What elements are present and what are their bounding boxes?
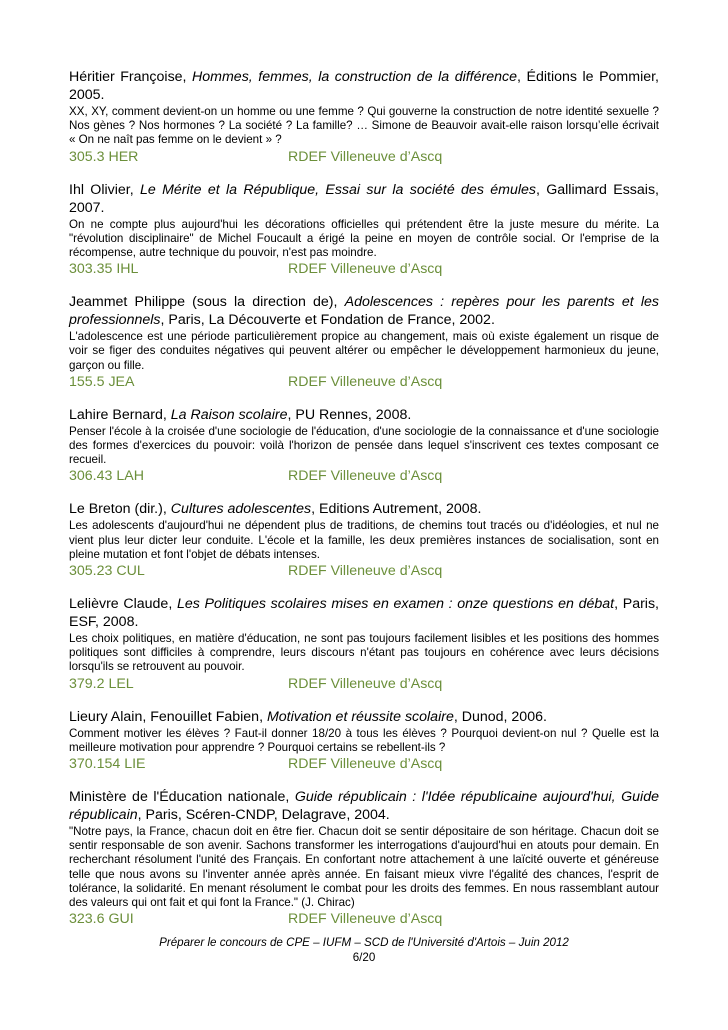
entry-author: Lahire Bernard,	[69, 406, 171, 423]
bibliography-entry	[69, 68, 659, 166]
entry-title: Les Politiques scolaires mises en examen : onze questions en débat	[176, 596, 615, 613]
entry-holdings	[69, 910, 659, 928]
call-number: 303.35 IHL	[69, 261, 139, 278]
entry-description: XX, XY, comment devient-on un homme ou une femme ? Qui gouverne la construction de notre identité sexuelle ? Nos gènes ? Nos hormones ? La société ? La famille? … Simone de Beauvoir avait-elle raison lorsqu’elle écrivait « On ne naît pas femme on le devient » ?	[69, 105, 659, 147]
entry-holdings	[69, 755, 659, 773]
entry-author: Lieury Alain, Fenouillet Fabien,	[69, 708, 267, 725]
bibliography-entry	[69, 500, 659, 580]
entry-title: Guide républicain : l'Idée républicaine aujourd'hui, Guide républicain	[69, 789, 659, 824]
entry-publisher: , Paris, ESF, 2008.	[69, 596, 659, 631]
bibliography-entry	[69, 788, 659, 928]
entry-publisher: , Dunod, 2006.	[453, 708, 547, 725]
library-location: RDEF Villeneuve d’Ascq	[288, 148, 443, 165]
entry-citation	[69, 708, 659, 726]
bibliography-entry	[69, 595, 659, 693]
entry-author: Le Breton (dir.),	[69, 501, 171, 518]
entry-citation	[69, 500, 659, 518]
entry-holdings	[69, 260, 659, 278]
entry-citation	[69, 788, 659, 824]
call-number: 305.3 HER	[69, 148, 139, 165]
page-footer	[69, 935, 659, 965]
entry-publisher: , Paris, Scéren-CNDP, Delagrave, 2004.	[137, 807, 390, 824]
entry-author: Héritier Françoise,	[69, 69, 193, 85]
entry-publisher: , Paris, La Découverte et Fondation de France, 2002.	[160, 312, 495, 329]
entry-description: On ne compte plus aujourd'hui les décorations officielles qui prétendent être la juste mesure du mérite. La "révolution disciplinaire" de Michel Foucault a érigé la peine en moyen de contrôle social. Or l'emprise de la récompense, autre technique du pouvoir, n'est pas moindre.	[69, 217, 659, 260]
library-location: RDEF Villeneuve d’Ascq	[288, 261, 443, 278]
entry-citation	[69, 406, 659, 424]
entry-citation	[69, 595, 659, 631]
entry-title: Le Mérite et la République, Essai sur la société des émules	[139, 181, 536, 198]
library-location: RDEF Villeneuve d’Ascq	[288, 373, 443, 390]
call-number: 379.2 LEL	[69, 675, 134, 692]
entry-description: Les adolescents d'aujourd'hui ne dépendent plus de traditions, de chemins tout tracés ou d'idéologies, et nul ne vient plus leur dicter leur conduite. L'école et la famille, les deux premières instances de socialisation, sont en pleine mutation et font l'objet de débats intenses.	[69, 519, 659, 561]
entry-citation	[69, 68, 659, 104]
library-location: RDEF Villeneuve d’Ascq	[288, 563, 443, 580]
entry-citation	[69, 181, 659, 217]
call-number: 323.6 GUI	[69, 911, 134, 928]
library-location: RDEF Villeneuve d’Ascq	[288, 675, 443, 692]
entry-author: Jeammet Philippe (sous la direction de),	[69, 294, 345, 311]
entry-author: Ministère de l'Éducation nationale,	[69, 789, 295, 806]
entry-description: L'adolescence est une période particulièrement propice au changement, mais où existe également un risque de voir se figer des conduites négatives qui peuvent altérer ou empêcher le développement harmonieux du jeune, garçon ou fille.	[69, 330, 659, 372]
entry-description: Penser l'école à la croisée d'une sociologie de l'éducation, d'une sociologie de la connaissance et d'une sociologie des formes d'exercices du pouvoir: voilà l'horizon de pensée dans lequel s'inscrivent ces textes composant ce recueil.	[69, 424, 659, 467]
bibliography-entry	[69, 406, 659, 486]
entry-author: Lelièvre Claude,	[69, 596, 177, 613]
call-number: 305.23 CUL	[69, 563, 145, 580]
entry-holdings	[69, 562, 659, 580]
entry-citation	[69, 293, 659, 329]
entry-publisher: , PU Rennes, 2008.	[287, 406, 412, 423]
bibliography-entry	[69, 181, 659, 279]
page-number: 6/20	[352, 951, 376, 964]
call-number: 306.43 LAH	[69, 468, 144, 485]
entry-publisher: , Editions Autrement, 2008.	[311, 501, 482, 518]
call-number: 155.5 JEA	[69, 373, 135, 390]
entry-holdings	[69, 675, 659, 693]
entry-description: Les choix politiques, en matière d'éducation, ne sont pas toujours facilement lisibles et les positions des hommes politiques sont difficiles à comprendre, leurs discours n'étant pas toujours en cohérence avec leurs décisions lorsqu'ils se retrouvent au pouvoir.	[69, 632, 659, 674]
entry-holdings	[69, 467, 659, 485]
bibliography-page	[69, 68, 659, 943]
entry-description: "Notre pays, la France, chacun doit en être fier. Chacun doit se sentir dépositaire de son héritage. Chacun doit se sentir responsable de son avenir. Sachons transformer les interrogations d'aujourd'hui en atouts pour demain. En recherchant résolument l'unité des Français. En confortant notre attachement à une laïcité ouverte et généreuse telle que nous avons su l'inventer année après année. En faisant mieux vivre l'égalité des chances, l'esprit de tolérance, la solidarité. En menant résolument le combat pour les droits des femmes. En nous rassemblant autour des valeurs qui ont fait et qui font la France." (J. Chirac)	[69, 825, 659, 910]
footer-title: Préparer le concours de CPE – IUFM – SCD de l'Université d'Artois – Juin 2012	[159, 936, 569, 949]
entry-author: Ihl Olivier,	[69, 181, 140, 198]
entry-holdings	[69, 148, 659, 166]
library-location: RDEF Villeneuve d’Ascq	[288, 468, 443, 485]
library-location: RDEF Villeneuve d’Ascq	[288, 756, 443, 773]
entry-holdings	[69, 373, 659, 391]
entry-title: Adolescences : repères pour les parents et les professionnels	[69, 294, 659, 329]
call-number: 370.154 LIE	[69, 756, 146, 773]
entry-publisher: , Éditions le Pommier, 2005.	[69, 69, 659, 103]
entry-title: Cultures adolescentes	[170, 501, 312, 518]
entry-description: Comment motiver les élèves ? Faut-il donner 18/20 à tous les élèves ? Pourquoi devient-on nul ? Quelle est la meilleure motivation pour apprendre ? Pourquoi certains se rebellent-ils ?	[69, 726, 659, 754]
library-location: RDEF Villeneuve d’Ascq	[288, 911, 443, 928]
bibliography-entry	[69, 293, 659, 391]
entry-title: Hommes, femmes, la construction de la différence	[192, 69, 518, 85]
entry-publisher: , Gallimard Essais, 2007.	[69, 181, 659, 216]
entry-title: Motivation et réussite scolaire	[266, 708, 454, 725]
entry-title: La Raison scolaire	[170, 406, 288, 423]
bibliography-entry	[69, 708, 659, 773]
